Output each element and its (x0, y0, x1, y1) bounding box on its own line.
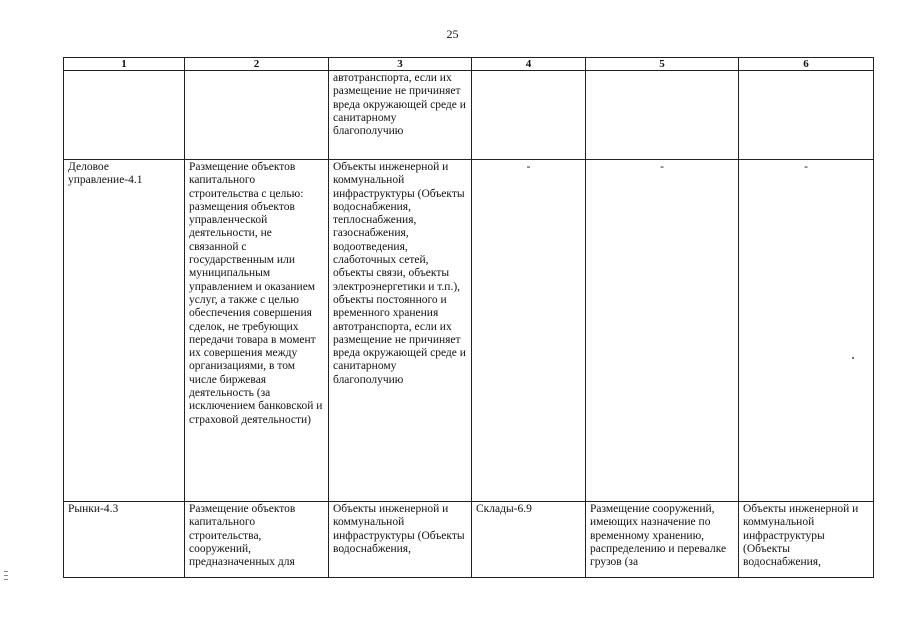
table-cell (586, 71, 739, 160)
page-number: 25 (446, 27, 459, 41)
scan-speck (852, 357, 854, 359)
table-cell: Склады-6.9 (472, 502, 586, 578)
table-cell: Размещение объектов капитального строительства с целью: размещения объектов управленческой деятельности, не связанной с государственным или муниципальным управлением и оказанием услуг, а также с целью обеспечения совершения сделок, не требующих передачи товара в момент их совершения между организациями, в том числе биржевая деятельность (за исключением банковской и страховой деятельности) (185, 160, 329, 502)
table-cell (739, 71, 874, 160)
column-header-1: 1 (64, 58, 185, 71)
table-cell (64, 71, 185, 160)
table-cell: Объекты инженерной и коммунальной инфраструктуры (Объекты водоснабжения, (739, 502, 874, 578)
table-row-markets (64, 502, 874, 578)
table-cell: Объекты инженерной и коммунальной инфраструктуры (Объекты водоснабжения, (329, 502, 472, 578)
table-cell: Рынки-4.3 (64, 502, 185, 578)
table-cell: - (472, 160, 586, 502)
column-header-3: 3 (329, 58, 472, 71)
land-use-table (63, 57, 874, 578)
column-header-2: 2 (185, 58, 329, 71)
table-cell (472, 71, 586, 160)
edge-mark (4, 575, 8, 576)
table-cell: Объекты инженерной и коммунальной инфраструктуры (Объекты водоснабжения, теплоснабжения, газоснабжения, водоотведения, слаботочных сетей, объекты связи, объекты электроэнергетики и т.п.), объекты постоянного и временного хранения автотранспорта, если их размещение не причиняет вреда окружающей среде и санитарному благополучию (329, 160, 472, 502)
table-cell: Деловое управление-4.1 (64, 160, 185, 502)
table-cell: Размещение объектов капитального строительства, сооружений, предназначенных для (185, 502, 329, 578)
table-row-continued (64, 71, 874, 160)
column-header-5: 5 (586, 58, 739, 71)
table-row-business-management (64, 160, 874, 502)
edge-mark (4, 571, 8, 572)
column-header-4: 4 (472, 58, 586, 71)
edge-mark (4, 579, 8, 580)
table-cell: автотранспорта, если их размещение не причиняет вреда окружающей среде и санитарному благополучию (329, 71, 472, 160)
table-cell (185, 71, 329, 160)
column-header-6: 6 (739, 58, 874, 71)
header-row (64, 58, 874, 71)
table-cell: - (739, 160, 874, 502)
table-cell: - (586, 160, 739, 502)
table-cell: Размещение сооружений, имеющих назначение по временному хранению, распределению и перевалке грузов (за (586, 502, 739, 578)
